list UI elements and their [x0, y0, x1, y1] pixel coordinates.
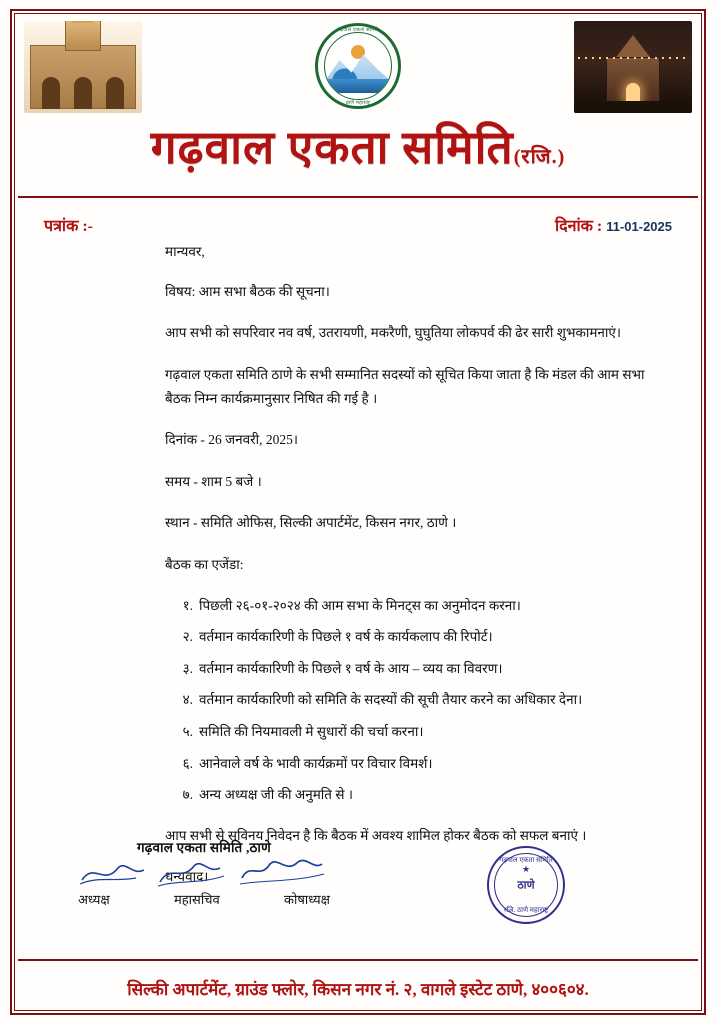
- agenda-item-text: पिछली २६-०१-२०२४ की आम सभा के मिनट्स का अनुमोदन करना।: [199, 597, 521, 613]
- agenda-item-number: ७.: [182, 787, 193, 803]
- temple-spire: [72, 21, 94, 23]
- seal-star-icon: ★: [521, 864, 531, 874]
- signature-roles: [74, 890, 334, 908]
- organization-title-text: गढ़वाल एकता समिति: [150, 122, 514, 173]
- greeting-paragraph: आप सभी को सपरिवार नव वर्ष, उतरायणी, मकरैणी, घुघुतिया लोकपर्व की ढेर सारी शुभकामनाएं।: [165, 325, 621, 341]
- letter-number-field: [44, 214, 93, 236]
- agenda-item-number: ३.: [182, 660, 193, 676]
- list-item: [182, 658, 660, 680]
- letter-date-field: [555, 214, 672, 236]
- agenda-item-text: वर्तमान कार्यकारिणी के पिछले १ वर्ष के कार्यकलाप की रिपोर्ट।: [199, 629, 493, 645]
- agenda-item-text: आनेवाले वर्ष के भावी कार्यक्रमों पर विचार विमर्श।: [199, 755, 433, 771]
- emblem-arc-top-text: गढ़वाल एकता समिति: [336, 27, 380, 33]
- title-divider: [18, 196, 698, 198]
- temple-arch: [74, 77, 92, 109]
- agenda-item-number: १.: [182, 597, 193, 613]
- signature-ink-icon: [74, 856, 334, 890]
- letter-date-label: दिनांक :: [554, 218, 603, 235]
- temple-tower: [65, 21, 101, 51]
- notice-paragraph: गढ़वाल एकता समिति ठाणे के सभी सम्मानित सदस्यों को सूचित किया जाता है कि मंडल की आम सभा बैठक निम्न कार्यक्रमानुसार निषित की गई है ।: [165, 366, 645, 406]
- list-item: [182, 753, 660, 775]
- salutation: मान्यवर,: [165, 244, 205, 259]
- list-item: [182, 721, 660, 743]
- organization-registration-mark: (रजि.): [513, 146, 566, 168]
- seal-middle-text: ठाणे: [517, 879, 535, 892]
- agenda-list: [165, 595, 660, 806]
- detail-date: दिनांक - 26 जनवरी, 2025।: [165, 432, 299, 448]
- letter-meta-row: [44, 214, 672, 236]
- detail-time: समय - शाम 5 बजे ।: [165, 473, 262, 489]
- seal-bottom-text: रजि. ठाणे महाराष्ट्र: [503, 906, 549, 914]
- agenda-item-text: अन्य अध्यक्ष जी की अनुमति से ।: [199, 787, 353, 803]
- kedarnath-temple-photo: [574, 21, 692, 113]
- letterhead-header: [16, 15, 700, 125]
- thanks-line: धन्यवाद।: [165, 869, 209, 885]
- handwritten-signatures: [74, 856, 334, 890]
- agenda-item-number: ६.: [182, 755, 193, 771]
- temple-ground: [574, 101, 692, 113]
- agenda-item-text: वर्तमान कार्यकारिणी के पिछले १ वर्ष के आय – व्यय का विवरण।: [199, 660, 503, 676]
- list-item: [182, 784, 660, 806]
- badrinath-temple-photo: [24, 21, 142, 113]
- letter-date-value: 11-01-2025: [606, 219, 672, 234]
- request-paragraph: आप सभी से सविनय निवेदन है कि बैठक में अवश्य शामिल होकर बैठक को सफल बनाएं ।: [165, 827, 587, 843]
- seal-text: [487, 846, 565, 924]
- organization-title-wrap: [16, 124, 700, 172]
- letter-number-label: पत्रांक :-: [44, 218, 94, 235]
- role-general-secretary: महासचिव: [174, 892, 220, 907]
- list-item: [182, 595, 660, 617]
- footer-divider: [18, 959, 698, 961]
- agenda-item-text: समिति की नियमावली मे सुधारों की चर्चा करना।: [199, 724, 424, 739]
- agenda-item-number: ४.: [182, 692, 193, 708]
- temple-arch: [106, 77, 124, 109]
- role-president: अध्यक्ष: [78, 892, 110, 907]
- organization-title: [16, 124, 700, 172]
- list-item: [182, 626, 660, 648]
- signature-block: [74, 838, 334, 908]
- temple-string-lights: [578, 57, 688, 59]
- committee-emblem: [315, 23, 401, 109]
- temple-arch: [42, 77, 60, 109]
- agenda-heading: बैठक का एजेंडा:: [165, 557, 244, 572]
- emblem-arc-bottom-text: ठाणे महाराष्ट्र: [345, 100, 371, 106]
- role-treasurer: कोषाध्यक्ष: [284, 892, 330, 907]
- detail-venue: स्थान - समिति ओफिस, सिल्की अपार्टमेंट, किसन नगर, ठाणे ।: [165, 515, 457, 531]
- official-seal: [487, 846, 565, 924]
- signature-org-line: गढ़वाल एकता समिति ,ठाणे: [136, 840, 272, 855]
- list-item: [182, 689, 660, 711]
- agenda-item-number: ५.: [182, 724, 193, 739]
- subject-line: विषय: आम सभा बैठक की सूचना।: [165, 283, 330, 299]
- seal-top-text: गढ़वाल एकता समिति: [499, 856, 553, 864]
- letter-body: [165, 240, 660, 907]
- agenda-item-text: वर्तमान कार्यकारिणी को समिति के सदस्यों की सूची तैयार करने का अधिकार देना।: [199, 692, 583, 708]
- agenda-item-number: २.: [182, 629, 193, 645]
- footer-address: सिल्की अपार्टमेंट, ग्राउंड फ्लोर, किसन नगर नं. २, वागले इस्टेट ठाणे, ४००६०४.: [127, 980, 589, 999]
- emblem-text: [315, 23, 401, 109]
